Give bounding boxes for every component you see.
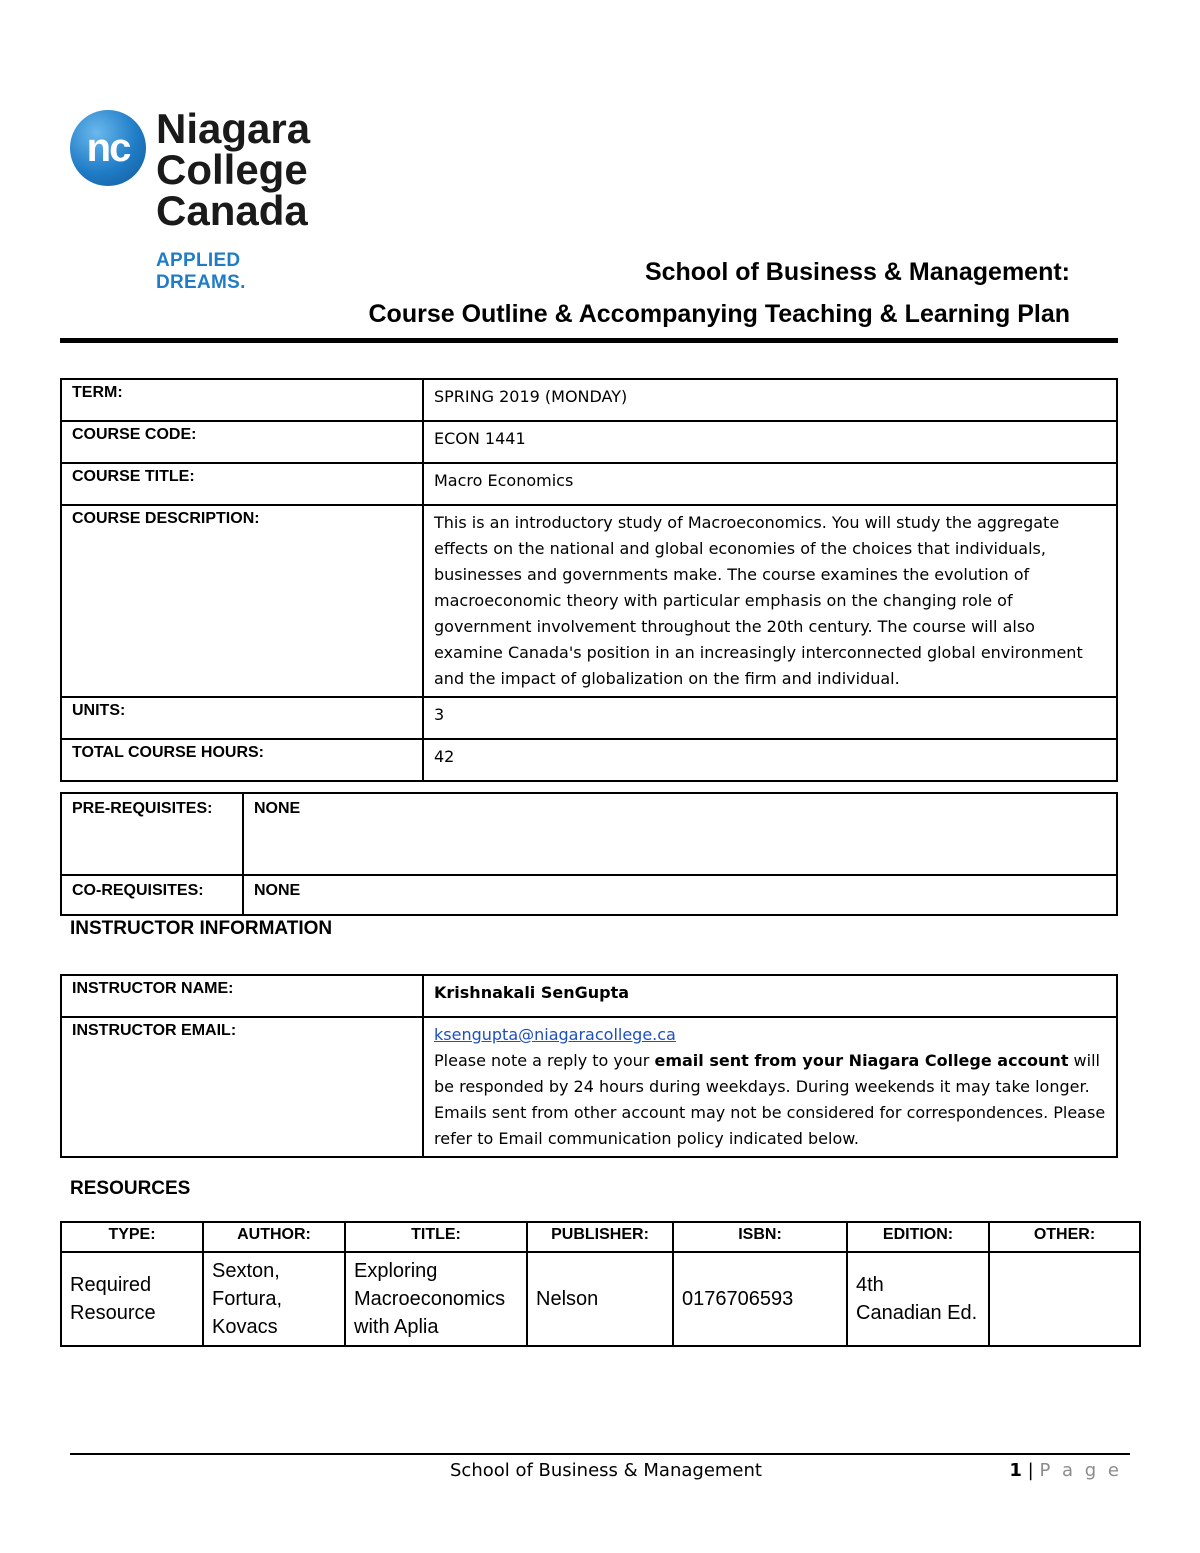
course-code-value: ECON 1441 xyxy=(423,421,1117,463)
requisites-table xyxy=(60,792,1118,916)
table-row xyxy=(61,793,1117,875)
table-row xyxy=(61,421,1117,463)
table-row xyxy=(61,505,1117,697)
resource-edition-line: 4th xyxy=(856,1274,884,1296)
column-header-type: TYPE: xyxy=(61,1222,203,1252)
course-title-label: COURSE TITLE: xyxy=(61,463,423,505)
resources-section-heading: RESOURCES xyxy=(70,1178,191,1199)
instructor-email-link[interactable]: ksengupta@niagaracollege.ca xyxy=(434,1025,676,1044)
course-title-value: Macro Economics xyxy=(423,463,1117,505)
page-label: P a g e xyxy=(1039,1460,1122,1481)
resource-type-line: Resource xyxy=(70,1302,156,1324)
corequisites-value: NONE xyxy=(243,875,1117,915)
resource-edition-cell xyxy=(847,1252,989,1346)
table-row xyxy=(61,379,1117,421)
resource-title-line: with Aplia xyxy=(354,1316,439,1338)
total-hours-value: 42 xyxy=(423,739,1117,781)
table-row xyxy=(61,1017,1117,1157)
column-header-other: OTHER: xyxy=(989,1222,1140,1252)
column-header-author: AUTHOR: xyxy=(203,1222,345,1252)
column-header-isbn: ISBN: xyxy=(673,1222,847,1252)
resource-type-line: Required xyxy=(70,1274,152,1296)
table-row xyxy=(61,697,1117,739)
total-hours-label: TOTAL COURSE HOURS: xyxy=(61,739,423,781)
resources-header-row xyxy=(61,1222,1140,1252)
resource-title-line: Macroeconomics xyxy=(354,1288,506,1310)
term-label: TERM: xyxy=(61,379,423,421)
page-number: 1 xyxy=(1009,1460,1022,1481)
page-separator: | xyxy=(1027,1460,1034,1481)
resource-author-line: Fortura, xyxy=(212,1288,283,1310)
units-label: UNITS: xyxy=(61,697,423,739)
resource-title-cell xyxy=(345,1252,527,1346)
college-logo xyxy=(70,105,320,293)
resource-author-line: Sexton, xyxy=(212,1260,280,1282)
instructor-email-label: INSTRUCTOR EMAIL: xyxy=(61,1017,423,1157)
column-header-title: TITLE: xyxy=(345,1222,527,1252)
table-row xyxy=(61,1252,1140,1346)
logo-wordmark xyxy=(156,105,311,234)
logo-line-2: College xyxy=(156,146,308,193)
instructor-section-heading: INSTRUCTOR INFORMATION xyxy=(70,918,333,939)
course-code-label: COURSE CODE: xyxy=(61,421,423,463)
corequisites-label: CO-REQUISITES: xyxy=(61,875,243,915)
logo-line-3: Canada xyxy=(156,187,308,234)
email-note-emphasis: email sent from your Niagara College account xyxy=(654,1051,1069,1070)
term-value: SPRING 2019 (MONDAY) xyxy=(423,379,1117,421)
resource-edition-line: Canadian Ed. xyxy=(856,1302,978,1324)
footer-page-indicator xyxy=(1009,1460,1122,1481)
prerequisites-value: NONE xyxy=(243,793,1117,875)
email-note-text-continued: will be responded by 24 hours during weekdays. During weekends it may take longer. Emails sent from other account may not be considered for correspondences. Please refer to Email communication policy indicated below. xyxy=(434,1051,1106,1148)
resource-isbn-cell: 0176706593 xyxy=(673,1252,847,1346)
footer-school-name: School of Business & Management xyxy=(450,1460,762,1481)
instructor-table xyxy=(60,974,1118,1158)
instructor-name-label: INSTRUCTOR NAME: xyxy=(61,975,423,1017)
email-note-text: Please note a reply to your xyxy=(434,1051,655,1070)
table-row xyxy=(61,463,1117,505)
instructor-name-value: Krishnakali SenGupta xyxy=(423,975,1117,1017)
resource-publisher-cell: Nelson xyxy=(527,1252,673,1346)
table-row xyxy=(61,875,1117,915)
nc-logo-mark: nc xyxy=(70,110,146,186)
course-description-label: COURSE DESCRIPTION: xyxy=(61,505,423,697)
table-row xyxy=(61,739,1117,781)
logo-line-1: Niagara xyxy=(156,105,311,152)
column-header-edition: EDITION: xyxy=(847,1222,989,1252)
resource-type-cell xyxy=(61,1252,203,1346)
resource-author-line: Kovacs xyxy=(212,1316,278,1338)
resources-table xyxy=(60,1221,1141,1347)
units-value: 3 xyxy=(423,697,1117,739)
column-header-publisher: PUBLISHER: xyxy=(527,1222,673,1252)
course-info-table xyxy=(60,378,1118,782)
document-school-heading: School of Business & Management: xyxy=(644,258,1070,286)
header-divider xyxy=(60,338,1118,343)
resource-other-cell xyxy=(989,1252,1140,1346)
logo-tagline: APPLIED DREAMS. xyxy=(156,250,246,293)
course-description-value: This is an introductory study of Macroeconomics. You will study the aggregate effects on the national and global economies of the choices that individuals, businesses and governments make. The course examines the evolution of macroeconomic theory with particular emphasis on the changing role of government involvement throughout the 20th century. The course will also examine Canada's position in an increasingly interconnected global environment and the impact of globalization on the firm and individual. xyxy=(423,505,1117,697)
resource-author-cell xyxy=(203,1252,345,1346)
footer-divider xyxy=(70,1453,1130,1455)
table-row xyxy=(61,975,1117,1017)
resource-title-line: Exploring xyxy=(354,1260,438,1282)
instructor-email-cell xyxy=(423,1017,1117,1157)
prerequisites-label: PRE-REQUISITES: xyxy=(61,793,243,875)
document-title: Course Outline & Accompanying Teaching & Learning Plan xyxy=(368,300,1070,328)
